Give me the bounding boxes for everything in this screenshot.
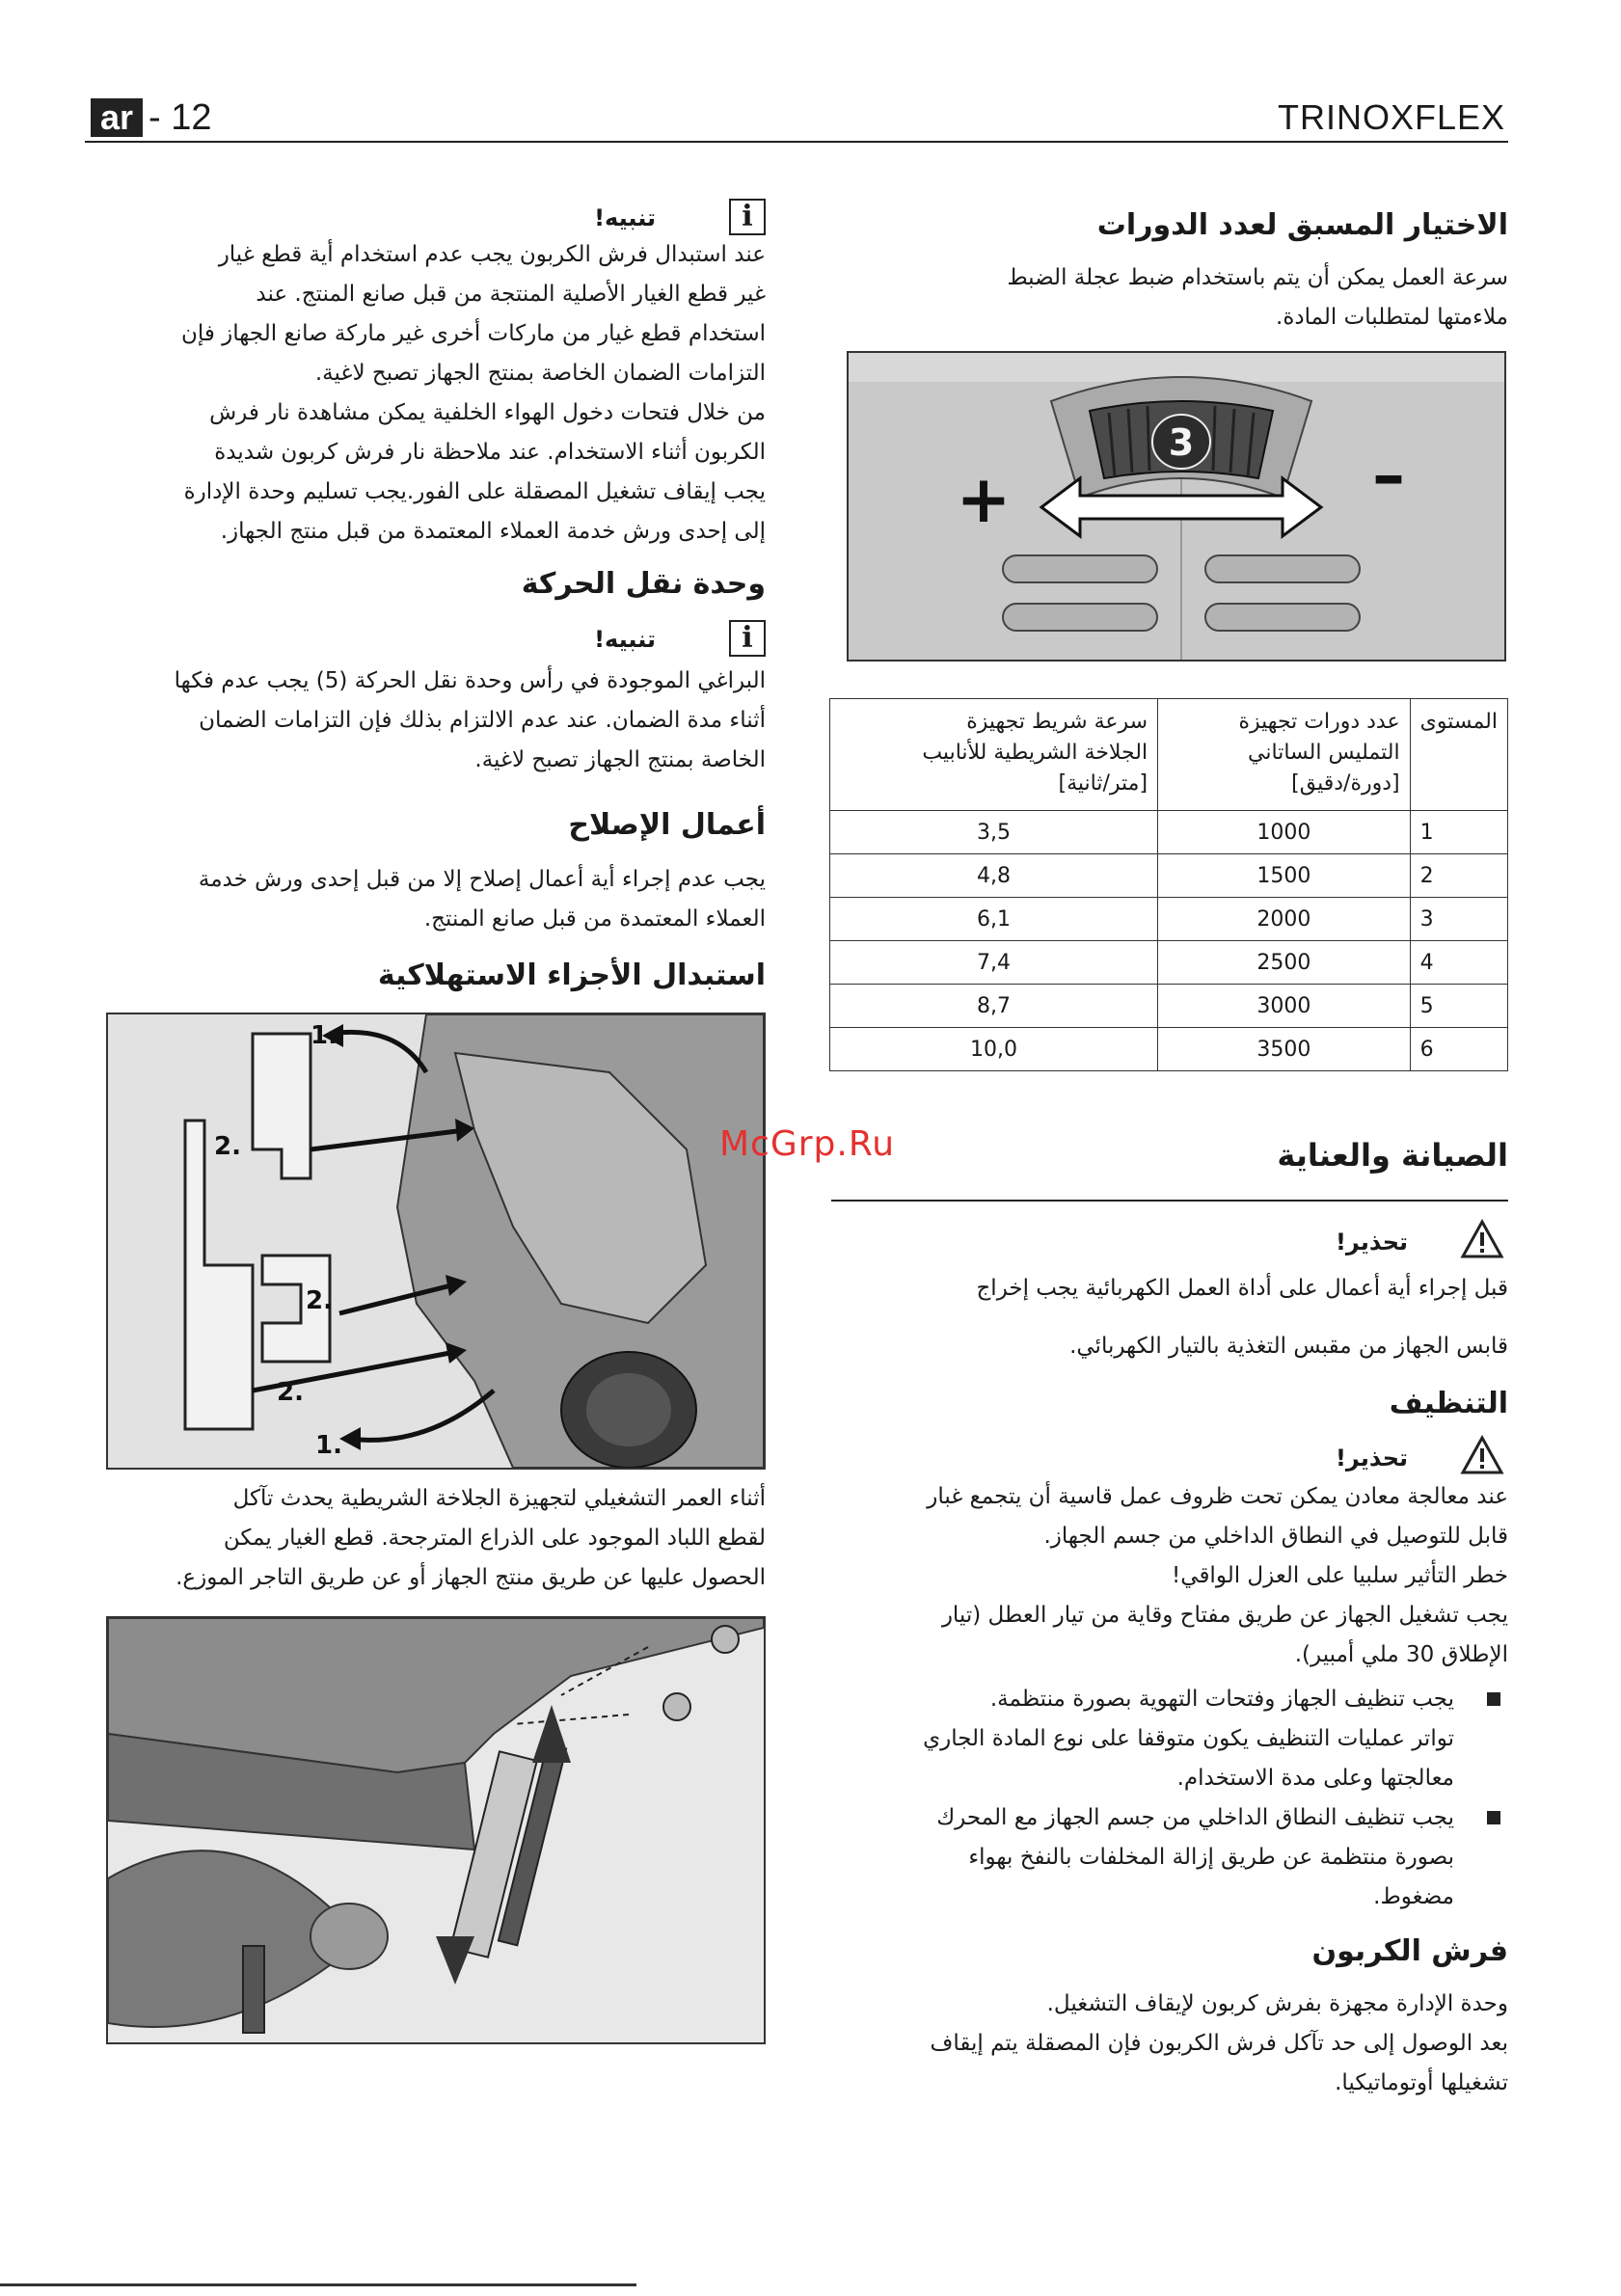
cell-rpm: 2000 [1158, 898, 1411, 941]
list-item [829, 1680, 1508, 1798]
language-badge: ar [91, 98, 143, 137]
section-heading: التنظيف [1389, 1387, 1508, 1420]
section-heading: فرش الكربون [1311, 1934, 1508, 1968]
cell-speed: 10,0 [830, 1028, 1158, 1071]
cell-rpm: 1500 [1158, 854, 1411, 898]
speed-table-wrapper [829, 698, 1508, 1071]
text-line: استخدام قطع غيار من ماركات أخرى غير ماركة صانع الجهاز فإن [180, 321, 766, 346]
info-icon: i [729, 199, 766, 235]
speed-dial-figure [847, 351, 1506, 662]
list-item [829, 1798, 1508, 1917]
table-header-row [830, 699, 1508, 811]
text-line: الخاصة بمنتج الجهاز تصبح لاغية. [474, 747, 766, 772]
text-line: يجب تنظيف النطاق الداخلي من جسم الجهاز مع المحرك [936, 1805, 1454, 1830]
minus-sign: – [1372, 438, 1405, 514]
section-body [829, 1985, 1508, 2103]
text-line: أثناء مدة الضمان. عند عدم الالتزام بذلك فإن التزامات الضمان [199, 708, 766, 733]
text-line: البراغي الموجودة في رأس وحدة نقل الحركة (5) يجب عدم فكها [174, 668, 766, 693]
warning-icon [1460, 1219, 1504, 1263]
footer-rule [0, 2283, 636, 2286]
note-body [89, 662, 766, 780]
text-line: ملاءمتها لمتطلبات المادة. [1276, 305, 1508, 330]
section-heading: الاختيار المسبق لعدد الدورات [1096, 208, 1508, 242]
text-line: لقطع اللباد الموجود على الذراع المترجحة. قطع الغيار يمكن [223, 1526, 766, 1551]
text-line: الكربون أثناء الاستخدام. عند ملاحظة نار فرش كربون شديدة [214, 440, 766, 465]
section-rule [831, 1200, 1508, 1202]
table-row [830, 985, 1508, 1028]
text-line: الحصول عليها عن طريق منتج الجهاز أو عن طريق التاجر الموزع. [176, 1565, 766, 1590]
cell-rpm: 3000 [1158, 985, 1411, 1028]
header-rule [85, 141, 1508, 143]
cell-rpm: 1000 [1158, 811, 1411, 854]
note-title: تنبيه! [594, 204, 656, 231]
cell-speed: 6,1 [830, 898, 1158, 941]
speed-table [829, 698, 1508, 1071]
felt-parts-figure [106, 1616, 766, 2044]
table-row [830, 898, 1508, 941]
cell-speed: 3,5 [830, 811, 1158, 854]
cell-level: 4 [1410, 941, 1507, 985]
cell-speed: 7,4 [830, 941, 1158, 985]
cell-level: 5 [1410, 985, 1507, 1028]
text-line: بصورة منتظمة عن طريق إزالة المخلفات بالنفخ بهواء [968, 1845, 1454, 1870]
text-line: من خلال فتحات دخول الهواء الخلفية يمكن مشاهدة نار فرش [209, 400, 766, 425]
text-line: تواتر عمليات التنظيف يكون متوقفا على نوع المادة الجاري [923, 1726, 1454, 1751]
table-row [830, 811, 1508, 854]
text-line: عند استبدال فرش الكربون يجب عدم استخدام أية قطع غيار [218, 242, 766, 267]
cell-level: 2 [1410, 854, 1507, 898]
dial-value: 3 [1168, 421, 1195, 464]
section-heading: الصيانة والعناية [1277, 1137, 1508, 1174]
cleaning-bullet-list [829, 1680, 1508, 1917]
text-line: العملاء المعتمدة من قبل صانع المنتج. [423, 906, 766, 932]
cell-level: 6 [1410, 1028, 1507, 1071]
felt-parts-illustration [108, 1618, 764, 2042]
text-line: يجب عدم إجراء أية أعمال إصلاح إلا من قبل إحدى ورش خدمة [198, 867, 766, 892]
text-line: غير قطع الغيار الأصلية المنتجة من قبل صانع المنتج. عند [256, 282, 766, 307]
speed-dial-illustration [849, 353, 1504, 660]
text-line: سرعة العمل يمكن أن يتم باستخدام ضبط عجلة الضبط [1007, 265, 1508, 290]
note-title: تنبيه! [594, 626, 656, 653]
figure-label: 1. [311, 1021, 338, 1050]
section-heading: استبدال الأجزاء الاستهلاكية [377, 959, 766, 992]
figure-label: 2. [214, 1132, 241, 1161]
section-body [829, 258, 1508, 338]
cell-level: 3 [1410, 898, 1507, 941]
text-line: يجب إيقاف تشغيل المصقلة على الفور.يجب تسليم وحدة الإدارة [183, 479, 766, 504]
warning-body [829, 1477, 1508, 1675]
warning-body [829, 1259, 1508, 1375]
text-line: الإطلاق 30 ملي أمبير). [1294, 1642, 1508, 1667]
text-line: يجب تنظيف الجهاز وفتحات التهوية بصورة منتظمة. [989, 1687, 1454, 1712]
text-line: وحدة الإدارة مجهزة بفرش كربون لإيقاف التشغيل. [1046, 1991, 1508, 2016]
section-body [89, 860, 766, 939]
column-header: المستوى [1410, 699, 1507, 811]
plus-sign: + [956, 462, 1012, 538]
cell-rpm: 3500 [1158, 1028, 1411, 1071]
column-header: عدد دورات تجهيزة التمليس الساتاني [دورة/دقيق] [1158, 699, 1411, 811]
text-line: مضغوط. [1373, 1884, 1454, 1909]
text-line: معالجتها وعلى مدة الاستخدام. [1176, 1766, 1454, 1791]
info-icon: i [729, 620, 766, 657]
text-line: خطر التأثير سلبيا على العزل الواقي! [1172, 1563, 1508, 1588]
text-line: بعد الوصول إلى حد تآكل فرش الكربون فإن المصقلة يتم إيقاف [930, 2031, 1508, 2056]
note-body [89, 235, 766, 552]
text-line: يجب تشغيل الجهاز عن طريق مفتاح وقاية من تيار العطل (تيار [941, 1603, 1508, 1628]
brush-replacement-figure [106, 1013, 766, 1470]
brush-replacement-illustration [108, 1014, 764, 1468]
page-number: - 12 [149, 97, 212, 138]
text-line: عند معالجة معادن يمكن تحت ظروف عمل قاسية أن يتجمع غبار [927, 1484, 1508, 1509]
text-line: قابل للتوصيل في النطاق الداخلي من جسم الجهاز. [1043, 1524, 1508, 1549]
figure-label: 1. [315, 1431, 342, 1460]
text-line: قبل إجراء أية أعمال على أداة العمل الكهربائية يجب إخراج [976, 1276, 1508, 1301]
cell-speed: 8,7 [830, 985, 1158, 1028]
cell-rpm: 2500 [1158, 941, 1411, 985]
figure-label: 2. [277, 1378, 304, 1407]
brand-title: TRINOXFLEX [1277, 97, 1505, 137]
table-row [830, 941, 1508, 985]
warning-title: تحذير! [1335, 1229, 1408, 1256]
watermark: McGrp.Ru [719, 1124, 896, 1164]
bullet-square-icon [1487, 1692, 1500, 1706]
section-heading: أعمال الإصلاح [568, 808, 766, 842]
cell-speed: 4,8 [830, 854, 1158, 898]
section-body [89, 1479, 766, 1598]
table-row [830, 1028, 1508, 1071]
text-line: تشغيلها أوتوماتيكيا. [1335, 2070, 1508, 2095]
warning-title: تحذير! [1335, 1445, 1408, 1472]
bullet-square-icon [1487, 1811, 1500, 1824]
warning-icon [1460, 1435, 1504, 1479]
text-line: إلى إحدى ورش خدمة العملاء المعتمدة من قبل منتج الجهاز. [220, 519, 766, 544]
text-line: أثناء العمر التشغيلي لتجهيزة الجلاخة الشريطية يحدث تآكل [232, 1486, 766, 1511]
figure-label: 2. [306, 1286, 333, 1315]
text-line: قابس الجهاز من مقبس التغذية بالتيار الكهربائي. [1069, 1334, 1508, 1359]
text-line: التزامات الضمان الخاصة بمنتج الجهاز تصبح لاغية. [314, 361, 766, 386]
table-row [830, 854, 1508, 898]
column-header: سرعة شريط تجهيزة الجلاخة الشريطية للأنابيب [متر/ثانية] [830, 699, 1158, 811]
section-heading: وحدة نقل الحركة [521, 567, 766, 601]
cell-level: 1 [1410, 811, 1507, 854]
